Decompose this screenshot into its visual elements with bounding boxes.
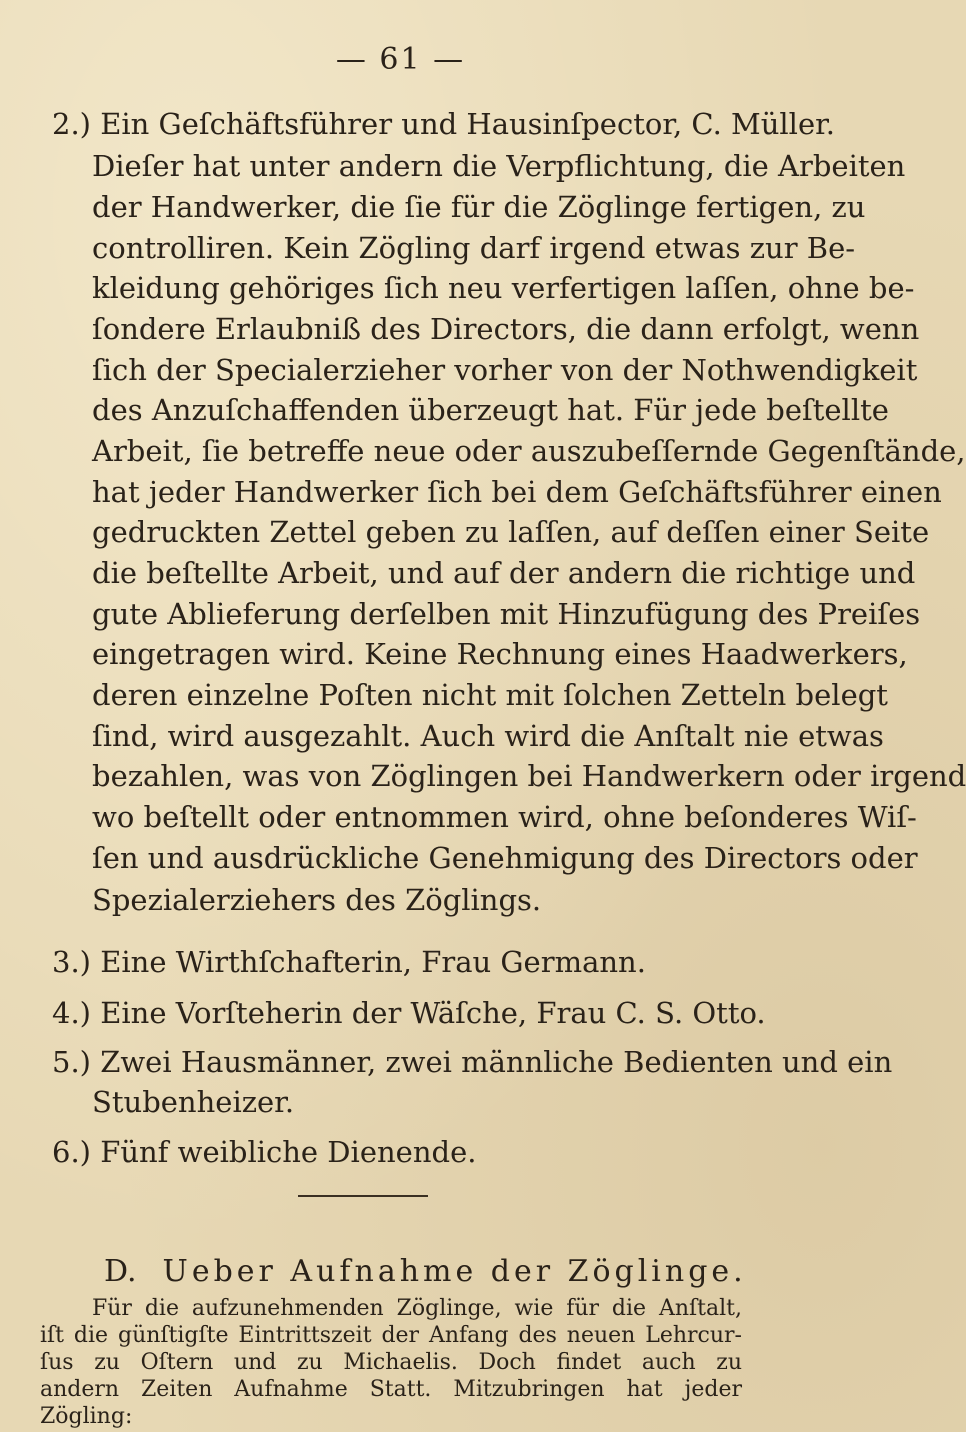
section-letter: D. [104,1254,137,1289]
text-line: eingetragen wird. Keine Rechnung eines Haadwerkers, [92,637,908,671]
text-line: ſondere Erlaubniß des Directors, die dann erfolgt, wenn [92,312,920,346]
text-line: ſich der Specialerzieher vorher von der Nothwendigkeit [92,353,918,387]
text-line: des Anzuſchaffenden überzeugt hat. Für jede beſtellte [92,393,889,427]
text-line: iſt die günſtigſte Eintrittszeit der Anfang des neuen Lehrcur- [40,1323,742,1348]
text-line: ſen und ausdrückliche Genehmigung des Directors oder [92,841,918,875]
text-line: 2.) Ein Geſchäftsführer und Hausinſpector, C. Müller. [52,107,835,141]
text-line: 5.) Zwei Hausmänner, zwei männliche Bedienten und ein [52,1045,893,1079]
text-line: wo beſtellt oder entnommen wird, ohne beſonderes Wiſ- [92,800,917,834]
text-line: deren einzelne Poſten nicht mit ſolchen Zetteln belegt [92,678,888,712]
text-line: ſus zu Oſtern und zu Michaelis. Doch findet auch zu [40,1350,742,1375]
text-line: Spezialerziehers des Zöglings. [92,883,542,917]
text-line: andern Zeiten Aufnahme Statt. Mitzubringen hat jeder [40,1377,742,1402]
page-number: — 61 — [335,42,466,77]
item-6: 6.) Fünf weibliche Dienende. [52,1135,477,1169]
text-line: der Handwerker, die ſie für die Zöglinge fertigen, zu [92,190,866,224]
text-line: bezahlen, was von Zöglingen bei Handwerkern oder irgend [92,759,966,793]
text-line: Für die aufzunehmenden Zöglinge, wie für die Anſtalt, [92,1296,742,1321]
text-line: gute Ablieferung derſelben mit Hinzufügung des Preiſes [92,597,921,631]
text-line: Dieſer hat unter andern die Verpflichtung, die Arbeiten [92,149,906,183]
text-line: ſind, wird ausgezahlt. Auch wird die Anſtalt nie etwas [92,719,884,753]
text-line: Stubenheizer. [92,1085,295,1119]
item-4: 4.) Eine Vorſteherin der Wäſche, Frau C. S. Otto. [52,996,766,1030]
text-line: controlliren. Kein Zögling darf irgend etwas zur Be- [92,231,856,265]
text-line: hat jeder Handwerker ſich bei dem Geſchäftsführer einen [92,475,942,509]
text-line: gedruckten Zettel geben zu laſſen, auf deſſen einer Seite [92,515,930,549]
section-title: Ueber Aufnahme der Zöglinge. [162,1254,747,1289]
text-line: Arbeit, ſie betreffe neue oder auszubeſſernde Gegenſtände, [92,434,966,468]
text-line: kleidung gehöriges ſich neu verfertigen laſſen, ohne be- [92,271,915,305]
section-heading [104,1250,747,1294]
text-line: Zögling: [40,1404,133,1429]
item-3: 3.) Eine Wirthſchafterin, Frau Germann. [52,945,646,979]
section-divider [298,1195,428,1197]
text-line: die beſtellte Arbeit, und auf der andern die richtige und [92,556,916,590]
